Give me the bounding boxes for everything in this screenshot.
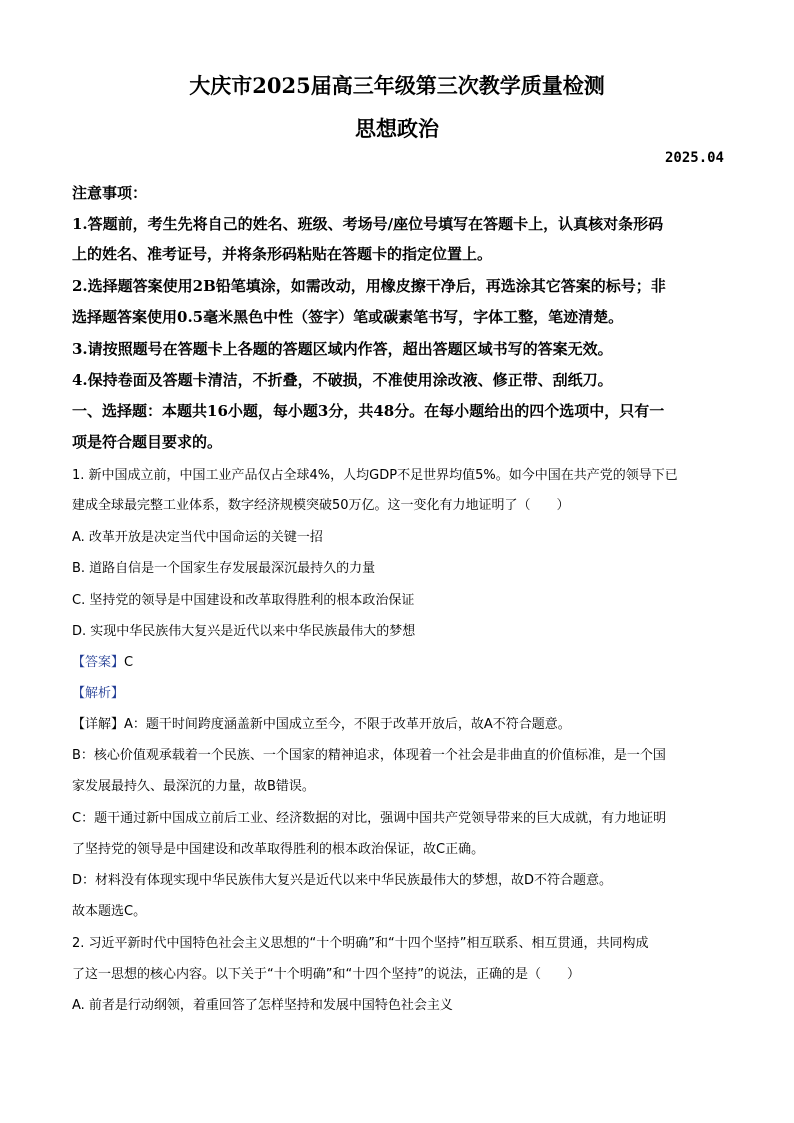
subject-title: 思想政治 <box>355 116 439 141</box>
option-a: A. 前者是行动纲领，着重回答了怎样坚持和发展中国特色社会主义 <box>72 998 453 1013</box>
notice-line: 4.保持卷面及答题卡清洁，不折叠，不破损，不准使用涂改液、修正带、刮纸刀。 <box>72 371 613 389</box>
detail-line: B：核心价值观承载着一个民族、一个国家的精神追求，体现着一个社会是非曲直的价值标准，是一个国 <box>72 748 666 763</box>
exam-title: 大庆市2025届高三年级第三次教学质量检测 <box>189 73 605 98</box>
answer-line <box>72 651 732 670</box>
detail-line: 家发展最持久、最深沉的力量，故B错误。 <box>72 779 315 794</box>
section-heading: 一、选择题：本题共16小题，每小题3分，共48分。在每小题给出的四个选项中，只有一 <box>72 402 665 420</box>
section-heading: 项是符合题目要求的。 <box>72 433 223 451</box>
question-stem: 了这一思想的核心内容。以下关于“十个明确”和“十四个坚持”的说法，正确的是（ ） <box>72 967 580 982</box>
option-b: B. 道路自信是一个国家生存发展最深沉最持久的力量 <box>72 561 376 576</box>
question-stem: 2. 习近平新时代中国特色社会主义思想的“十个明确”和“十四个坚持”相互联系、相互贯通，共同构成 <box>72 936 649 951</box>
option-d: D. 实现中华民族伟大复兴是近代以来中华民族最伟大的梦想 <box>72 624 416 639</box>
detail-line: 了坚持党的领导是中国建设和改革取得胜利的根本政治保证，故C正确。 <box>72 842 485 857</box>
answer-tag: 【答案】 <box>72 655 125 670</box>
conclusion-line: 故本题选C。 <box>72 904 147 919</box>
notice-heading: 注意事项： <box>72 184 148 202</box>
detail-text: A：题干时间跨度涵盖新中国成立至今，不限于改革开放后，故A不符合题意。 <box>124 717 571 732</box>
option-c: C. 坚持党的领导是中国建设和改革取得胜利的根本政治保证 <box>72 593 415 608</box>
notice-line: 上的姓名、准考证号，并将条形码粘贴在答题卡的指定位置上。 <box>72 245 493 263</box>
option-a: A. 改革开放是决定当代中国命运的关键一招 <box>72 530 323 545</box>
analysis-line <box>72 682 732 701</box>
detail-line <box>72 713 732 732</box>
detail-line: C：题干通过新中国成立前后工业、经济数据的对比，强调中国共产党领导带来的巨大成就，有力地证明 <box>72 811 667 826</box>
notice-line: 2.选择题答案使用2B铅笔填涂，如需改动，用橡皮擦干净后，再选涂其它答案的标号；非 <box>72 277 666 295</box>
exam-date: 2025.04 <box>664 150 724 166</box>
question-stem: 1. 新中国成立前，中国工业产品仅占全球4%，人均GDP不足世界均值5%。如今中国在共产党的领导下已 <box>72 468 678 483</box>
detail-tag: 【详解】 <box>72 717 125 732</box>
notice-line: 3.请按照题号在答题卡上各题的答题区域内作答，超出答题区域书写的答案无效。 <box>72 340 613 358</box>
detail-line: D：材料没有体现实现中华民族伟大复兴是近代以来中华民族最伟大的梦想，故D不符合题意。 <box>72 873 613 888</box>
answer-value: C <box>124 655 134 670</box>
analysis-tag: 【解析】 <box>72 686 125 701</box>
notice-line: 选择题答案使用0.5毫米黑色中性（签字）笔或碳素笔书写，字体工整，笔迹清楚。 <box>72 308 624 326</box>
question-stem: 建成全球最完整工业体系，数字经济规模突破50万亿。这一变化有力地证明了（ ） <box>72 498 570 513</box>
notice-line: 1.答题前，考生先将自己的姓名、班级、考场号∕座位号填写在答题卡上，认真核对条形码 <box>72 215 664 233</box>
